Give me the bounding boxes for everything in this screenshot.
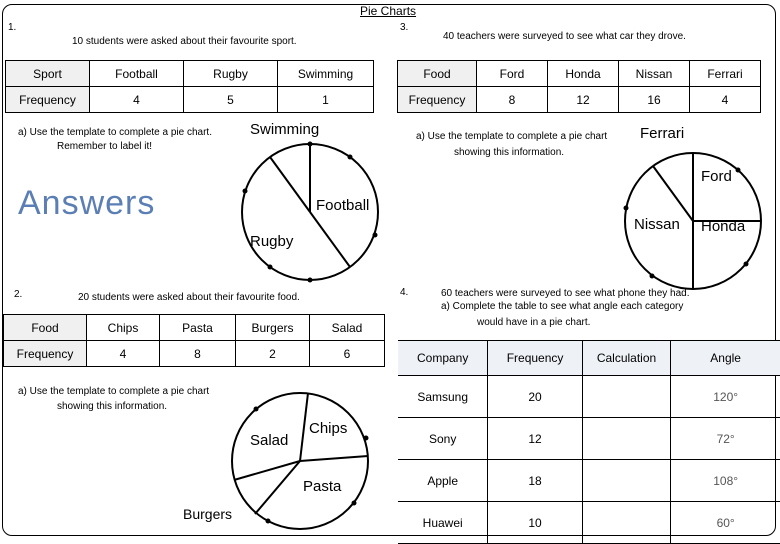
q1-label-rugby: Rugby [250,233,294,250]
q4-header: Calculation [582,341,671,376]
q2-cell: Burgers [236,315,310,341]
pie-dot [364,436,369,441]
q3-cell: Nissan [619,61,690,87]
q2-cell: Food [4,315,87,341]
pie-sector-line [310,212,350,267]
q3-instruction-2: showing this information. [454,147,565,158]
q3-cell: Honda [548,61,619,87]
q4-calculation-cell[interactable] [582,502,671,544]
q1-cell: 1 [278,87,374,113]
pie-dot [373,233,378,238]
q2-cell: Frequency [4,341,87,367]
q2-label-salad: Salad [250,432,289,449]
q4-prompt: 60 teachers were surveyed to see what phone they had. [441,288,690,299]
q3-cell: Ford [477,61,548,87]
q4-cell: 20 [488,376,582,418]
q2-number: 2. [14,289,23,300]
q2-instruction: a) Use the template to complete a pie chart [18,386,210,397]
q3-label-nissan: Nissan [634,216,680,233]
q4-header: Angle [671,341,780,376]
q1-cell: Swimming [278,61,374,87]
q4-calculation-cell[interactable] [582,418,671,460]
q2-instruction-2: showing this information. [57,401,168,412]
pie-sector-line [270,157,310,212]
pie-dot [744,262,749,267]
pie-dot [308,142,313,147]
pie-sector-line [300,393,308,461]
pie-sector-line [234,461,300,480]
q4-table [398,340,780,544]
answers-heading: Answers [18,184,156,222]
q1-cell: Sport [6,61,90,87]
q1-pie-chart [238,140,388,290]
q2-cell: Pasta [160,315,236,341]
q4-cell: Samsung [398,376,488,418]
q2-cell: 4 [87,341,160,367]
pie-dot [308,278,313,283]
q1-label-swimming: Swimming [250,121,320,138]
q3-cell: 12 [548,87,619,113]
q1-table [5,60,374,113]
q4-cell: 72° [671,418,780,460]
q4-cell: Sony [398,418,488,460]
q3-label-honda: Honda [701,218,746,235]
pie-dot [650,274,655,279]
q4-calculation-cell[interactable] [582,460,671,502]
q4-cell: 120° [671,376,780,418]
q3-prompt: 40 teachers were surveyed to see what car they drove. [443,31,686,42]
q1-cell: Football [90,61,184,87]
q4-cell: Apple [398,460,488,502]
q1-cell: 5 [184,87,278,113]
q3-cell: 16 [619,87,690,113]
q4-number: 4. [400,287,409,298]
q3-label-ford: Ford [701,168,732,185]
q2-cell: 6 [310,341,385,367]
q2-cell: Chips [87,315,160,341]
q2-pie-chart [228,390,374,536]
q2-table [3,314,385,367]
q3-cell: Food [398,61,477,87]
q2-label-burgers: Burgers [183,506,233,522]
q4-instruction: a) Complete the table to see what angle each category [441,301,684,312]
pie-dot [268,265,273,270]
q2-cell: 2 [236,341,310,367]
q1-cell: Rugby [184,61,278,87]
q2-label-chips: Chips [309,420,348,437]
q1-cell: 4 [90,87,184,113]
page-title: Pie Charts [360,4,417,18]
q1-cell: Frequency [6,87,90,113]
q4-cell: 60° [671,502,780,544]
pie-dot [736,168,741,173]
q3-number: 3. [400,22,409,33]
pie-sector-line [300,456,368,461]
q3-label-ferrari: Ferrari [640,125,685,142]
pie-dot [348,155,353,160]
q4-cell: 108° [671,460,780,502]
q4-cell: Huawei [398,502,488,544]
pie-sector-line [255,461,300,514]
q2-cell: Salad [310,315,385,341]
q2-label-pasta: Pasta [303,478,342,495]
q3-instruction: a) Use the template to complete a pie chart [416,131,608,142]
q4-cell: 18 [488,460,582,502]
q2-prompt: 20 students were asked about their favourite food. [78,292,300,303]
q1-instruction: a) Use the template to complete a pie chart. [18,127,212,138]
pie-sector-line [653,166,693,221]
pie-dot [254,407,259,412]
q3-cell: Ferrari [690,61,761,87]
q3-cell: 4 [690,87,761,113]
q1-prompt: 10 students were asked about their favourite sport. [72,36,297,47]
q4-calculation-cell[interactable] [582,376,671,418]
q4-cell: 12 [488,418,582,460]
q4-header: Frequency [488,341,582,376]
q4-cell: 10 [488,502,582,544]
pie-dot [243,189,248,194]
q4-header: Company [398,341,488,376]
q1-instruction-2: Remember to label it! [57,141,153,152]
q2-cell: 8 [160,341,236,367]
q3-cell: 8 [477,87,548,113]
q3-cell: Frequency [398,87,477,113]
q1-number: 1. [8,22,17,33]
pie-dot [624,206,629,211]
pie-dot [352,501,357,506]
q3-table [397,60,761,113]
q4-instruction-2: would have in a pie chart. [477,317,591,328]
pie-dot [266,519,271,524]
q1-label-football: Football [316,197,370,214]
